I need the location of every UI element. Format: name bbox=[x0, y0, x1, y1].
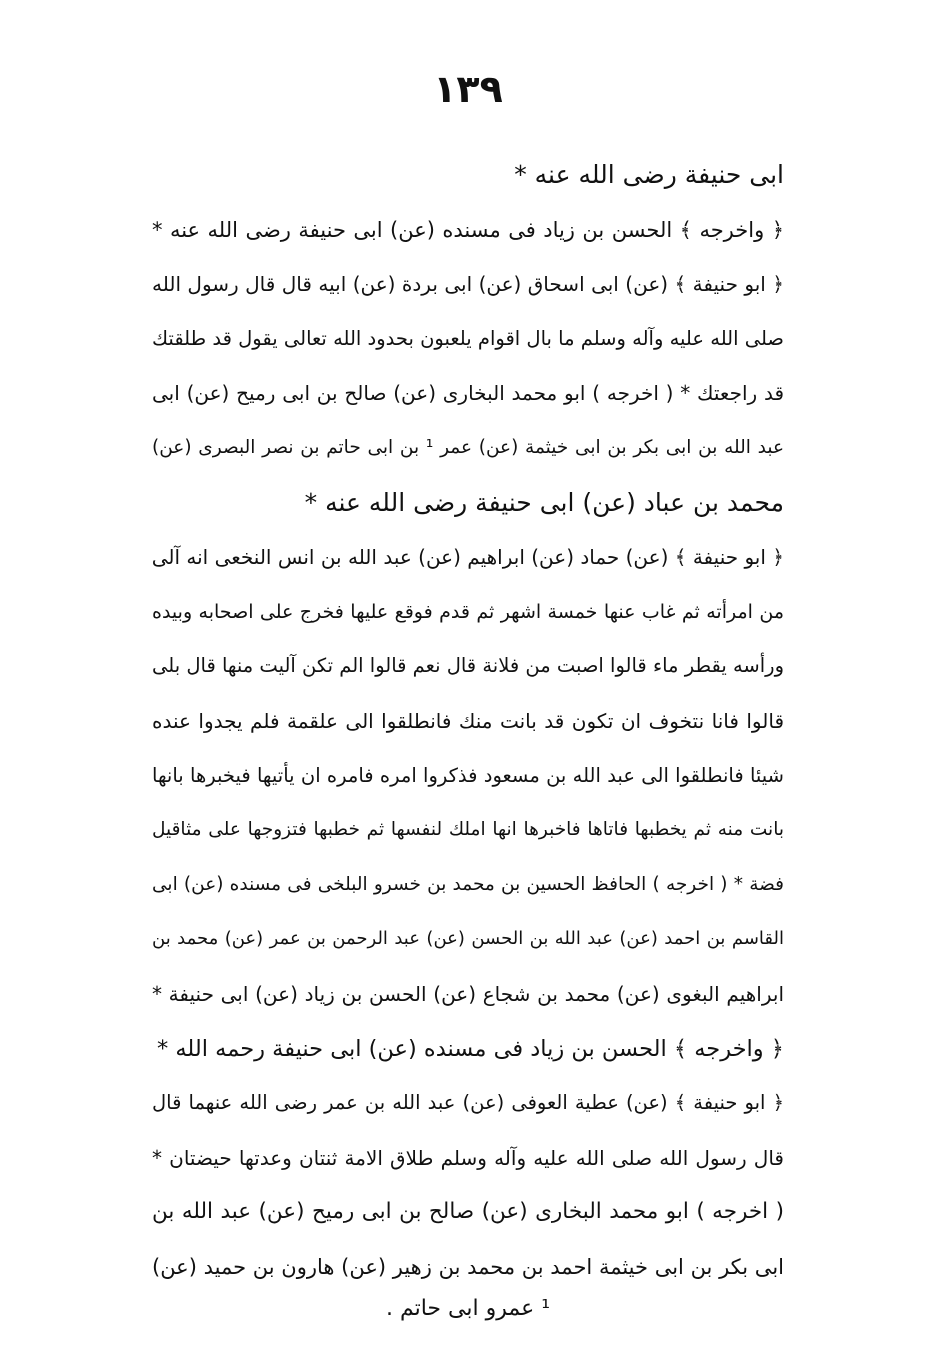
text-line: ﴿ ابو حنیفة ﴾ (عن) عطیة العوفی (عن) عبد الله بن عمر رضی الله عنهما قال bbox=[152, 1091, 784, 1115]
text-line: ابی حنیفة رضی الله عنه * bbox=[514, 160, 784, 189]
text-line: من امرأته ثم غاب عنها خمسة اشهر ثم قدم فوقع علیها فخرج علی اصحابه وبیده bbox=[152, 600, 784, 623]
text-line: قد راجعتك * ( اخرجه ) ابو محمد البخاری (عن) صالح بن ابی رمیح (عن) ابی bbox=[152, 381, 784, 406]
text-line: صلی الله علیه وآله وسلم ما بال اقوام یلعبون بحدود الله تعالی یقول قد طلقتك bbox=[152, 326, 784, 350]
body-text bbox=[152, 148, 784, 1294]
text-line: شیئا فانطلقوا الی عبد الله بن مسعود فذکروا امره فامره ان یأتیها فیخبرها بانها bbox=[152, 763, 784, 787]
text-line: فضة * ( اخرجه ) الحافظ الحسین بن محمد بن خسرو البلخی فی مسنده (عن) ابی bbox=[152, 873, 784, 895]
text-line: ورأسه یقطر ماء قالوا اصبت من فلانة قال نعم قالوا الم تکن آلیت منها قال بلی bbox=[152, 654, 784, 678]
text-line: قال رسول الله صلی الله علیه وآله وسلم طلاق الامة ثنتان وعدتها حیضتان * bbox=[152, 1145, 784, 1170]
text-line: قالوا فانا نتخوف ان تکون قد بانت منك فانطلقوا الی علقمة فلم یجدوا عنده bbox=[152, 708, 784, 733]
text-line: ﴿ ابو حنیفة ﴾ (عن) ابی اسحاق (عن) ابی بردة (عن) ابیه قال قال رسول الله bbox=[152, 272, 784, 297]
text-line: ( اخرجه ) ابو محمد البخاری (عن) صالح بن ابی رمیح (عن) عبد الله بن bbox=[152, 1199, 784, 1225]
text-line: القاسم بن احمد (عن) عبد الله بن الحسن (عن) عبد الرحمن بن عمر (عن) محمد بن bbox=[152, 928, 784, 950]
text-line: ﴿ واخرجه ﴾ الحسن بن زیاد فی مسنده (عن) ابی حنیفة رحمه الله * bbox=[156, 1035, 784, 1062]
text-line: محمد بن عباد (عن) ابی حنیفة رضی الله عنه * bbox=[304, 487, 784, 517]
text-line: بانت منه ثم یخطبها فاتاها فاخبرها انها املك لنفسها ثم خطبها فتزوجها علی مثاقیل bbox=[152, 819, 784, 841]
text-line: ابراهیم البغوی (عن) محمد بن شجاع (عن) الحسن بن زیاد (عن) ابی حنیفة * bbox=[152, 981, 784, 1006]
footnote: ¹ عمرو ابی حاتم . bbox=[385, 1296, 551, 1321]
text-line: ابی بکر بن ابی خیثمة احمد بن محمد بن زهیر (عن) هارون بن حمید (عن) bbox=[152, 1254, 784, 1279]
text-line: ﴿ ابو حنیفة ﴾ (عن) حماد (عن) ابراهیم (عن) عبد الله بن انس النخعی انه آلی bbox=[152, 545, 784, 570]
text-line: ﴿ واخرجه ﴾ الحسن بن زیاد فی مسنده (عن) ابی حنیفة رضی الله عنه * bbox=[152, 217, 784, 242]
page-number: ١٣٩ bbox=[433, 67, 503, 111]
text-line: عبد الله بن ابی بکر بن ابی خیثمة (عن) عمر ¹ بن ابی حاتم بن نصر البصری (عن) bbox=[152, 436, 784, 458]
